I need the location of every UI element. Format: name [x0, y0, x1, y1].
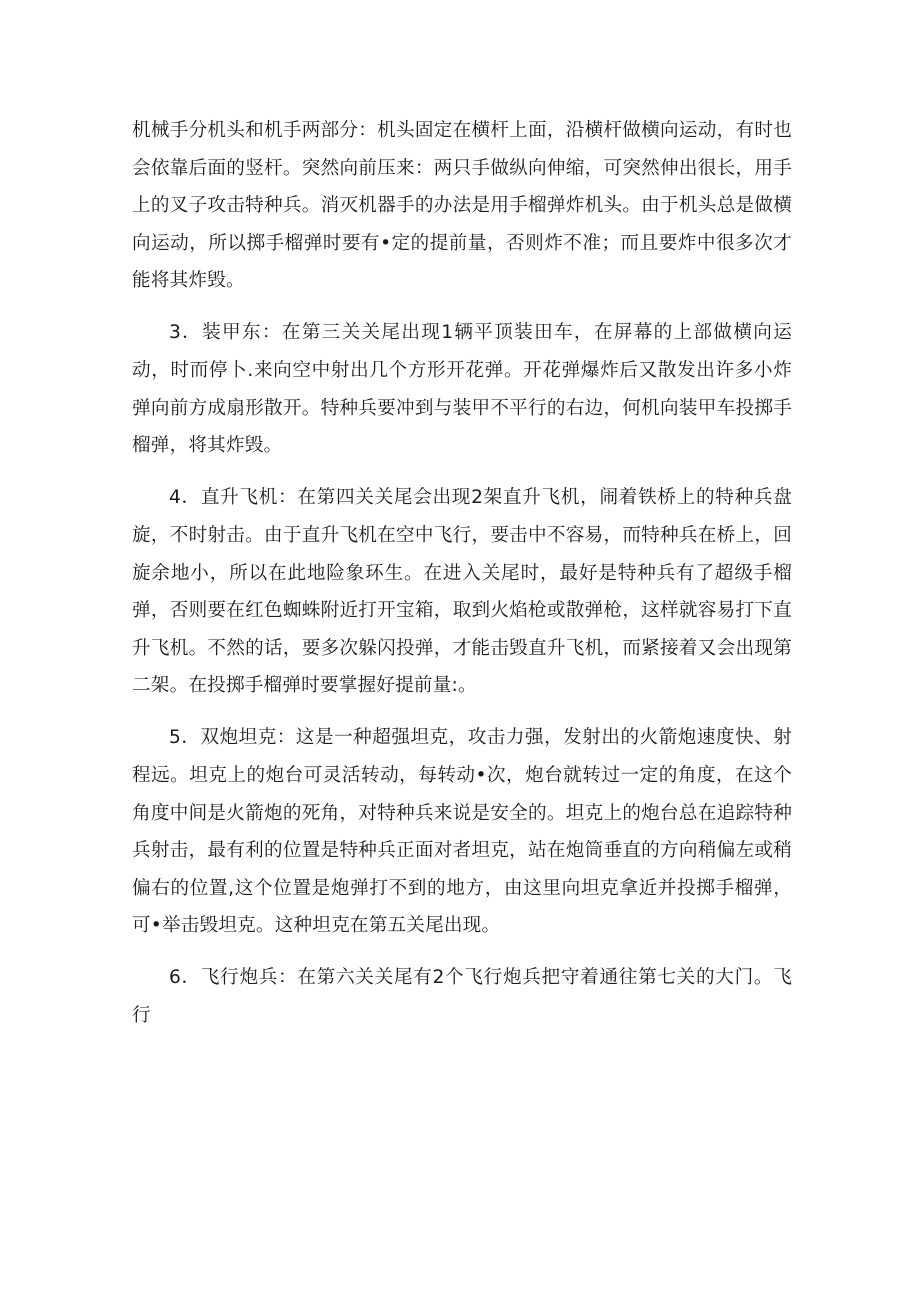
- paragraph-flying-gunner: 6．飞行炮兵：在第六关关尾有2个飞行炮兵把守着通往第七关的大门。飞行: [132, 967, 792, 1027]
- paragraph-twin-cannon-tank: 5．双炮坦克：这是一种超强坦克，攻击力强，发射出的火箭炮速度快、射程远。坦克上的炮台可灵活转动，每转动•次，炮台就转过一定的角度，在这个角度中间是火箭炮的死角，对特种兵来说是安全的。坦克上的炮台总在追踪特种兵射击，最有利的位置是特种兵正面对者坦克，站在炮筒垂直的方向稍偏左或稍偏右的位置,这个位置是炮弹打不到的地方，由这里向坦克拿近并投掷手榴弹，可•举击毁坦克。这种坦克在第五关尾出现。: [132, 727, 792, 937]
- paragraph-robot-arm: 机械手分机头和机手两部分：机头固定在横杆上面，沿横杆做横向运动，有时也会依靠后面的竖杆。突然向前压来：两只手做纵向伸缩，可突然伸出很长，用手上的叉子攻击特种兵。消灭机器手的办法是用手榴弹炸机头。由于机头总是做横向运动，所以掷手榴弹时要有•定的提前量，否则炸不准；而且要炸中很多次才能将其炸毁。: [132, 120, 792, 292]
- document-body: [132, 112, 792, 1049]
- paragraph-armored-car: 3．装甲东：在第三关关尾出现1辆平顶装田车，在屏幕的上部做横向运动，时而停卜.来向空中射出几个方形开花弹。开花弹爆炸后又散发出许多小炸弹向前方成扇形散开。特种兵要冲到与装甲不平行的右边，何机向装甲车投掷手榴弹，将其炸毁。: [132, 322, 792, 457]
- paragraph-helicopter: 4．直升飞机：在第四关关尾会出现2架直升飞机，闹着铁桥上的特种兵盘旋，不时射击。由于直升飞机在空中飞行，要击中不容易，而特种兵在桥上，回旋余地小，所以在此地险象环生。在进入关尾时，最好是特种兵有了超级手榴弹，否则要在红色蜘蛛附近打开宝箱，取到火焰枪或散弹枪，这样就容易打下直升飞机。不然的话，要多次躲闪投弹，才能击毁直升飞机，而紧接着又会出现第二架。在投掷手榴弹时要掌握好提前量:。: [132, 487, 792, 697]
